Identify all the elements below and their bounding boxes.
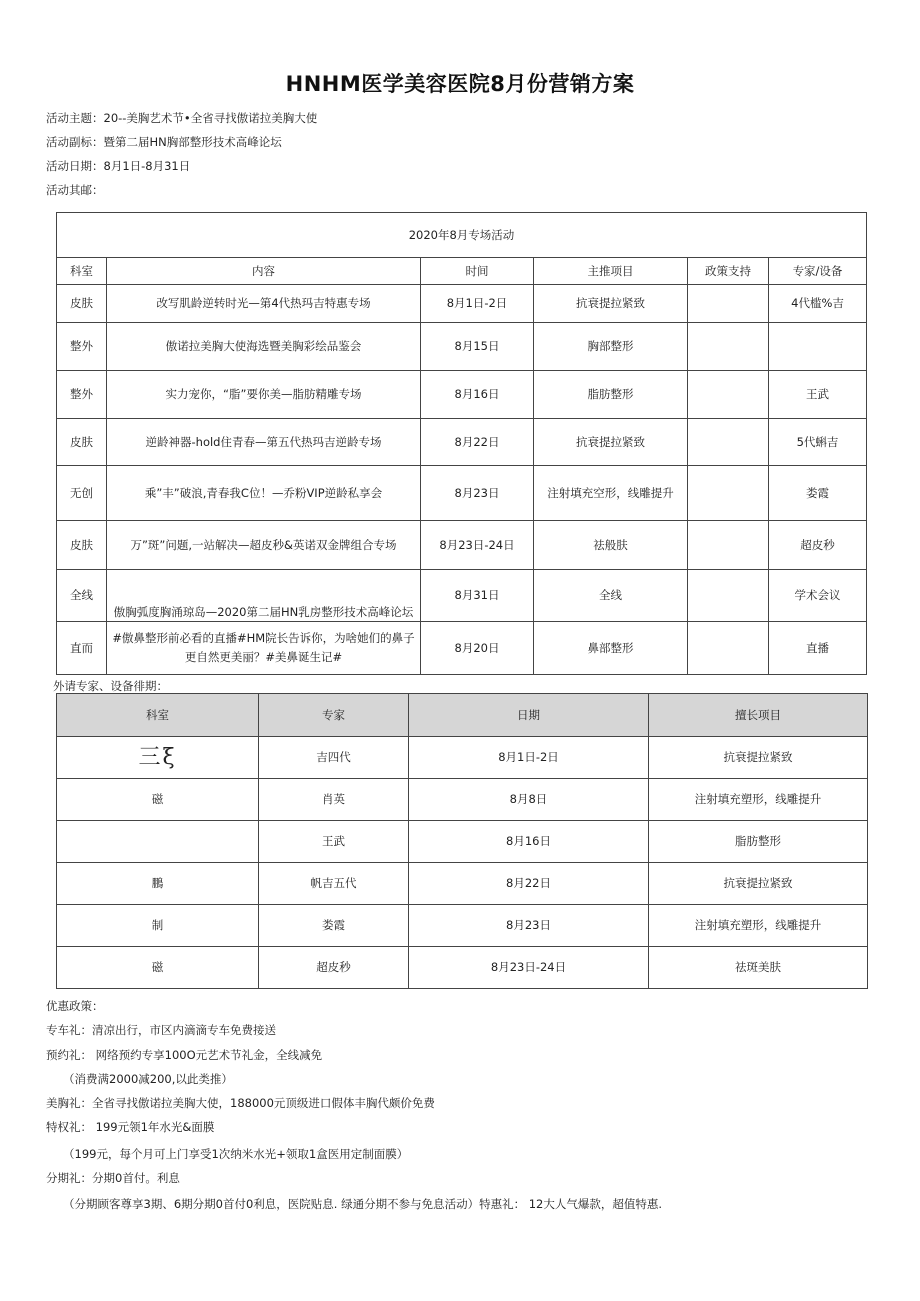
cell-skill: 抗衰提拉紧致 — [649, 863, 868, 905]
table-row — [57, 521, 867, 570]
cell-expert: 直播 — [769, 622, 867, 675]
cell-policy — [688, 323, 769, 371]
table-header-row — [57, 258, 867, 285]
cell-dept: 皮肤 — [57, 419, 107, 466]
cell-expert: 王武 — [769, 371, 867, 419]
cell-expert: 肖英 — [259, 779, 409, 821]
cell-skill: 脂肪整形 — [649, 821, 868, 863]
cell-time: 8月23日-24日 — [421, 521, 534, 570]
page-title: HNHM医学美容医院8月份营销方案 — [285, 72, 635, 96]
activity-subtitle: 活动副标：暨第二届HN胸部整形技术高峰论坛 — [46, 135, 282, 149]
cell-content: 傲胸弧度胸涌琼岛—2020第二届HN乳房整形技术高峰论坛 — [107, 570, 421, 622]
column-header: 专家/设备 — [769, 258, 867, 285]
column-header: 日期 — [409, 694, 649, 737]
column-header: 主推项目 — [534, 258, 688, 285]
external-experts-label: 外请专家、设备徘期： — [53, 679, 168, 693]
cell-time: 8月16日 — [421, 371, 534, 419]
table-row — [57, 622, 867, 675]
cell-time: 8月31日 — [421, 570, 534, 622]
cell-policy — [688, 570, 769, 622]
cell-date: 8月23日-24日 — [409, 947, 649, 989]
column-header: 专家 — [259, 694, 409, 737]
table-row — [57, 947, 868, 989]
cell-dept — [57, 821, 259, 863]
table-caption: 2020年8月专场活动 — [57, 213, 867, 258]
cell-content-line: 更自然更美丽？#美鼻诞生记# — [184, 650, 343, 664]
cell-project: 抗衰提拉紧致 — [534, 419, 688, 466]
cell-expert: 学术会议 — [769, 570, 867, 622]
column-header: 科室 — [57, 258, 107, 285]
column-header: 擅长项目 — [649, 694, 868, 737]
table-row — [57, 371, 867, 419]
table-row — [57, 779, 868, 821]
column-header: 科室 — [57, 694, 259, 737]
cell-expert: 5代蝌吉 — [769, 419, 867, 466]
cell-dept: 磁 — [57, 947, 259, 989]
cell-expert: 超皮秒 — [769, 521, 867, 570]
cell-time: 8月15日 — [421, 323, 534, 371]
table-row — [57, 419, 867, 466]
policy-heading: 优惠政策： — [46, 999, 104, 1013]
cell-dept: 鵬 — [57, 863, 259, 905]
cell-expert: 帆吉五代 — [259, 863, 409, 905]
cell-dept: 制 — [57, 905, 259, 947]
table-row — [57, 323, 867, 371]
cell-skill: 抗衰提拉紧致 — [649, 737, 868, 779]
cell-time: 8月20日 — [421, 622, 534, 675]
policy-line: 美胸礼：全省寻找傲诺拉美胸大使，188000元顶级进口假体丰胸代颇价免费 — [46, 1096, 435, 1110]
column-header: 政策支持 — [688, 258, 769, 285]
cell-date: 8月1日-2日 — [409, 737, 649, 779]
cell-date: 8月16日 — [409, 821, 649, 863]
cell-time: 8月1日-2日 — [421, 285, 534, 323]
cell-expert: 娄霞 — [259, 905, 409, 947]
cell-dept: 皮肤 — [57, 521, 107, 570]
policy-line: 专车礼：清凉出行，市区内滴滴专车免费接送 — [46, 1023, 276, 1037]
cell-project: 祛般肤 — [534, 521, 688, 570]
column-header: 内容 — [107, 258, 421, 285]
cell-content: 逆龄神器-hold住青春—第五代热玛吉逆龄专场 — [107, 419, 421, 466]
cell-dept: 三ξ — [57, 737, 259, 779]
cell-content-line: #傲鼻整形前必看的直播#HM院长告诉你，为啥她们的鼻子 — [112, 631, 415, 645]
cell-project: 全线 — [534, 570, 688, 622]
external-experts-table — [56, 693, 868, 989]
cell-policy — [688, 466, 769, 521]
policy-line: （消费满2000减200,以此类推） — [63, 1072, 233, 1086]
cell-policy — [688, 371, 769, 419]
cell-time: 8月23日 — [421, 466, 534, 521]
table-row — [57, 863, 868, 905]
cell-skill: 祛斑美肤 — [649, 947, 868, 989]
cell-date: 8月8日 — [409, 779, 649, 821]
table-row — [57, 737, 868, 779]
cell-dept: 磁 — [57, 779, 259, 821]
policy-line: （199元，每个月可上门享受1次纳米水光+领取1盒医用定制面膜） — [63, 1147, 409, 1161]
activity-date: 活动日期：8月1日-8月31日 — [46, 159, 191, 173]
special-events-table — [56, 212, 867, 675]
cell-expert: 娄霞 — [769, 466, 867, 521]
policy-line: 特权礼： 199元领1年水光&面膜 — [46, 1120, 215, 1134]
cell-project: 注射填充空形，线雕提升 — [534, 466, 688, 521]
cell-content: 改写肌龄逆转时光—第4代热玛吉特惠专场 — [107, 285, 421, 323]
table-row — [57, 466, 867, 521]
column-header: 时间 — [421, 258, 534, 285]
table-row — [57, 821, 868, 863]
cell-time: 8月22日 — [421, 419, 534, 466]
cell-content: 万”斑”问题,一站解决—超皮秒&英诺双金牌组合专场 — [107, 521, 421, 570]
policy-line: （分期顾客尊享3期、6期分期0首付0利息，医院贴息. 绿通分期不参与免息活动）特惠礼： 12大人气爆款，超值特惠. — [63, 1197, 663, 1211]
cell-policy — [688, 622, 769, 675]
cell-skill: 注射填充塑形，线雕提升 — [649, 779, 868, 821]
cell-dept: 整外 — [57, 323, 107, 371]
cell-date: 8月23日 — [409, 905, 649, 947]
cell-dept: 皮肤 — [57, 285, 107, 323]
table-row — [57, 905, 868, 947]
cell-dept: 无创 — [57, 466, 107, 521]
cell-project: 胸部整形 — [534, 323, 688, 371]
cell-content: 傲诺拉美胸大使海选暨美胸彩绘品鉴会 — [107, 323, 421, 371]
cell-dept: 整外 — [57, 371, 107, 419]
policy-line: 预约礼： 网络预约专享100O元艺术节礼金，全线减免 — [46, 1048, 323, 1062]
policy-line: 分期礼：分期0首付。利息 — [46, 1171, 180, 1185]
table-header-row — [57, 694, 868, 737]
cell-content — [107, 622, 421, 675]
cell-project: 脂肪整形 — [534, 371, 688, 419]
cell-date: 8月22日 — [409, 863, 649, 905]
cell-expert: 吉四代 — [259, 737, 409, 779]
activity-other: 活动其邮： — [46, 183, 104, 197]
cell-dept: 直而 — [57, 622, 107, 675]
cell-project: 鼻部整形 — [534, 622, 688, 675]
cell-skill: 注射填充塑形，线雕提升 — [649, 905, 868, 947]
cell-content: 乘”丰”破浪,青春我C位！—乔粉VIP逆龄私享会 — [107, 466, 421, 521]
cell-policy — [688, 419, 769, 466]
table-row — [57, 570, 867, 622]
cell-content: 实力宠你，“脂”要你美—脂肪精雕专场 — [107, 371, 421, 419]
cell-expert: 4代槛%吉 — [769, 285, 867, 323]
cell-policy — [688, 521, 769, 570]
cell-dept: 全线 — [57, 570, 107, 622]
cell-project: 抗衰提拉紧致 — [534, 285, 688, 323]
cell-expert: 王武 — [259, 821, 409, 863]
cell-policy — [688, 285, 769, 323]
cell-expert: 超皮秒 — [259, 947, 409, 989]
activity-theme: 活动主题：20--美胸艺术节•全省寻找傲诺拉美胸大使 — [46, 111, 318, 125]
cell-expert — [769, 323, 867, 371]
table-row — [57, 285, 867, 323]
